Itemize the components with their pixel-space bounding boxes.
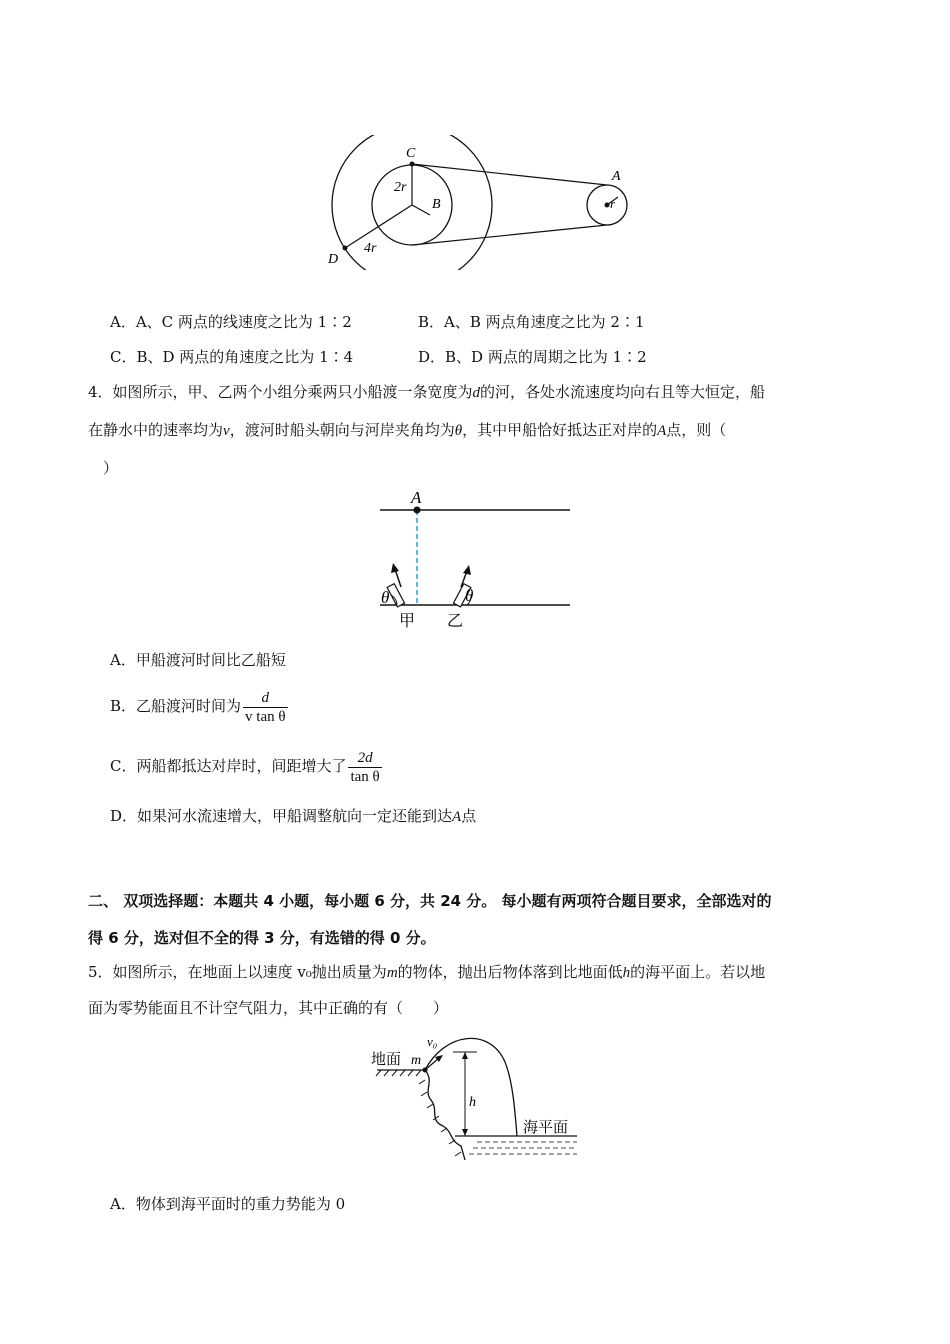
q5-stem-line2: 面为零势能面且不计空气阻力，其中正确的有（ ） [88, 999, 449, 1017]
section2-heading-line2: 得 6 分，选对但不全的得 3 分，有选错的得 0 分。 [88, 929, 436, 947]
label-sea: 海平面 [523, 1118, 569, 1136]
q3-option-c: C．B、D 两点的角速度之比为 1∶4 [110, 348, 354, 366]
label-2r: 2r [394, 180, 407, 195]
label-ground: 地面 [371, 1050, 402, 1068]
q3-option-a: A．A、C 两点的线速度之比为 1∶2 [110, 313, 352, 331]
q4-option-c: C．两船都抵达对岸时，间距增大了 $\frac{2d}{\text{tan θ}}$ [110, 749, 380, 785]
label-m: m [411, 1053, 422, 1068]
label-C: C [406, 146, 416, 161]
label-yi: 乙 [447, 611, 464, 630]
label-4r: 4r [364, 241, 377, 256]
q4-option-d: D．如果河水流速增大，甲船调整航向一定还能到达A点 [110, 807, 477, 825]
q4-stem-line3: ） [103, 459, 119, 477]
label-A: A [411, 488, 422, 507]
pulley-figure [320, 135, 640, 270]
q5-stem-line1: 5．如图所示，在地面上以速度 v₀抛出质量为m的物体，抛出后物体落到比地面低h的海平面上。若以地 [88, 963, 766, 981]
label-theta-right: θ [465, 586, 474, 605]
q4-option-b: B．乙船渡河时间为 $\frac{d}{\text{v tan θ}}$ [110, 689, 286, 725]
q5-option-a: A．物体到海平面时的重力势能为 0 [110, 1195, 346, 1213]
label-r: r [610, 196, 616, 211]
q4-option-a: A．甲船渡河时间比乙船短 [110, 651, 286, 669]
belt-bottom [412, 225, 607, 245]
label-A: A [612, 169, 621, 184]
label-B: B [432, 197, 441, 212]
q3-option-b: B．A、B 两点角速度之比为 2∶1 [418, 313, 645, 331]
q4-stem-line1: 4．如图所示，甲、乙两个小组分乘两只小船渡一条宽度为d的河，各处水流速度均向右且等大恒定，船 [88, 383, 766, 401]
label-jia: 甲 [399, 611, 416, 630]
label-D: D [328, 252, 339, 267]
label-theta-left: θ [381, 588, 390, 607]
section2-heading-line1: 二、 双项选择题：本题共 4 小题，每小题 6 分，共 24 分。 每小题有两项符合题目要求，全部选对的 [88, 892, 772, 910]
river-figure [375, 485, 575, 635]
q4-stem-line2: 在静水中的速率均为v，渡河时船头朝向与河岸夹角均为θ，其中甲船恰好抵达正对岸的A点，则（ [88, 421, 727, 439]
boat-jia [387, 563, 404, 607]
cliff-figure [365, 1022, 585, 1167]
trajectory [425, 1038, 517, 1136]
q3-option-d: D．B、D 两点的周期之比为 1∶2 [418, 348, 647, 366]
label-v0: v₀ [427, 1034, 438, 1049]
belt-top [412, 164, 607, 185]
label-h: h [469, 1095, 476, 1110]
